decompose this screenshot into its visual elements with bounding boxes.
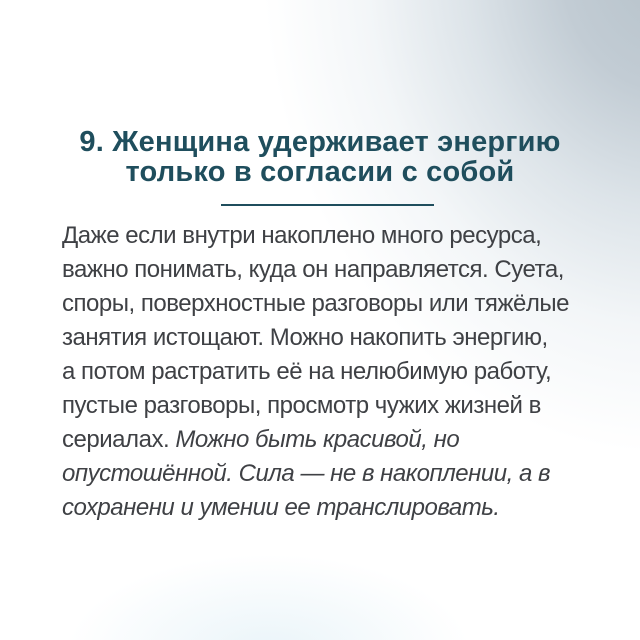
body-line: [62, 355, 580, 389]
body-text-run: споры, поверхностные разговоры или тяжёлые: [62, 290, 570, 317]
body-text-run: Даже если внутри накоплено много ресурса,: [62, 222, 542, 249]
slide-title-line-2: только в согласии с собой: [125, 156, 515, 188]
body-text-run-italic: сохранени и умении ее транслировать.: [62, 494, 500, 521]
body-line: [62, 287, 580, 321]
body-text-run-italic: опустошённой. Сила — не в накоплении, а в: [62, 460, 551, 487]
body-text-run: важно понимать, куда он направляется. Суета,: [62, 256, 564, 283]
body-line: [62, 457, 580, 491]
title-divider-rule: [221, 204, 434, 206]
body-line: [62, 321, 580, 355]
body-text-run-italic: Можно быть красивой, но: [175, 426, 460, 453]
body-text-run: пустые разговоры, просмотр чужих жизней в: [62, 392, 541, 419]
slide-title: [0, 127, 640, 187]
body-line: [62, 423, 580, 457]
body-paragraph: [0, 219, 640, 525]
body-text-run: занятия истощают. Можно накопить энергию,: [62, 324, 548, 351]
body-text-run: сериалах.: [62, 426, 176, 453]
body-line: [62, 389, 580, 423]
body-line: [62, 491, 580, 525]
body-line: [62, 253, 580, 287]
body-text-run: а потом растратить её на нелюбимую работу,: [62, 358, 552, 385]
body-line: [62, 219, 580, 253]
slide-title-line-1: 9. Женщина удерживает энергию: [79, 126, 561, 158]
